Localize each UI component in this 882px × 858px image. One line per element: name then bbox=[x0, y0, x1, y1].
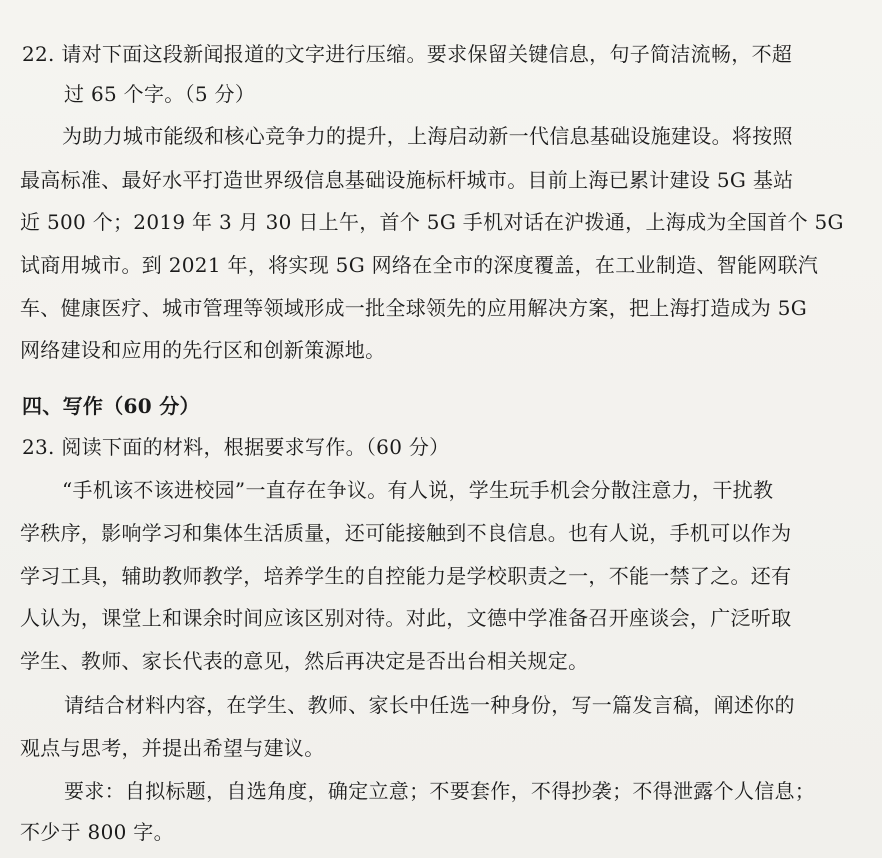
question-22-prompt-line-2: 过 65 个字。（5 分） bbox=[64, 82, 256, 106]
question-23-requirements-line: 不少于 800 字。 bbox=[20, 820, 174, 844]
question-22-prompt-line-1: 22. 请对下面这段新闻报道的文字进行压缩。要求保留关键信息，句子简洁流畅，不超 bbox=[22, 42, 793, 66]
question-23-material-line: “手机该不该进校园”一直存在争议。有人说，学生玩手机会分散注意力，干扰教 bbox=[62, 478, 774, 502]
question-23-requirements-line: 要求：自拟标题，自选角度，确定立意；不要套作，不得抄袭；不得泄露个人信息； bbox=[64, 779, 816, 803]
question-23-task-line: 观点与思考，并提出希望与建议。 bbox=[20, 736, 325, 760]
question-22-passage-line: 试商用城市。到 2021 年，将实现 5G 网络在全市的深度覆盖，在工业制造、智能网联汽 bbox=[20, 253, 819, 277]
question-23-material-line: 学习工具，辅助教师教学，培养学生的自控能力是学校职责之一，不能一禁了之。还有 bbox=[20, 564, 792, 588]
section-4-heading: 四、写作（60 分） bbox=[22, 394, 200, 418]
question-23-material-line: 人认为，课堂上和课余时间应该区别对待。对此，文德中学准备召开座谈会，广泛听取 bbox=[20, 606, 792, 630]
question-23-material-line: 学生、教师、家长代表的意见，然后再决定是否出台相关规定。 bbox=[20, 649, 589, 673]
question-22-passage-line: 最高标准、最好水平打造世界级信息基础设施标杆城市。目前上海已累计建设 5G 基站 bbox=[20, 168, 794, 192]
question-23-prompt: 23. 阅读下面的材料，根据要求写作。（60 分） bbox=[22, 435, 450, 459]
question-23-material-line: 学秩序，影响学习和集体生活质量，还可能接触到不良信息。也有人说，手机可以作为 bbox=[20, 521, 792, 545]
question-22-passage-line: 近 500 个；2019 年 3 月 30 日上午，首个 5G 手机对话在沪拨通，上海成为全国首个 5G bbox=[20, 210, 844, 234]
question-22-passage-line: 网络建设和应用的先行区和创新策源地。 bbox=[20, 338, 386, 362]
question-22-passage-line: 为助力城市能级和核心竞争力的提升，上海启动新一代信息基础设施建设。将按照 bbox=[62, 124, 793, 148]
question-22-passage-line: 车、健康医疗、城市管理等领域形成一批全球领先的应用解决方案，把上海打造成为 5G bbox=[20, 296, 808, 320]
question-23-task-line: 请结合材料内容，在学生、教师、家长中任选一种身份，写一篇发言稿，阐述你的 bbox=[64, 693, 795, 717]
